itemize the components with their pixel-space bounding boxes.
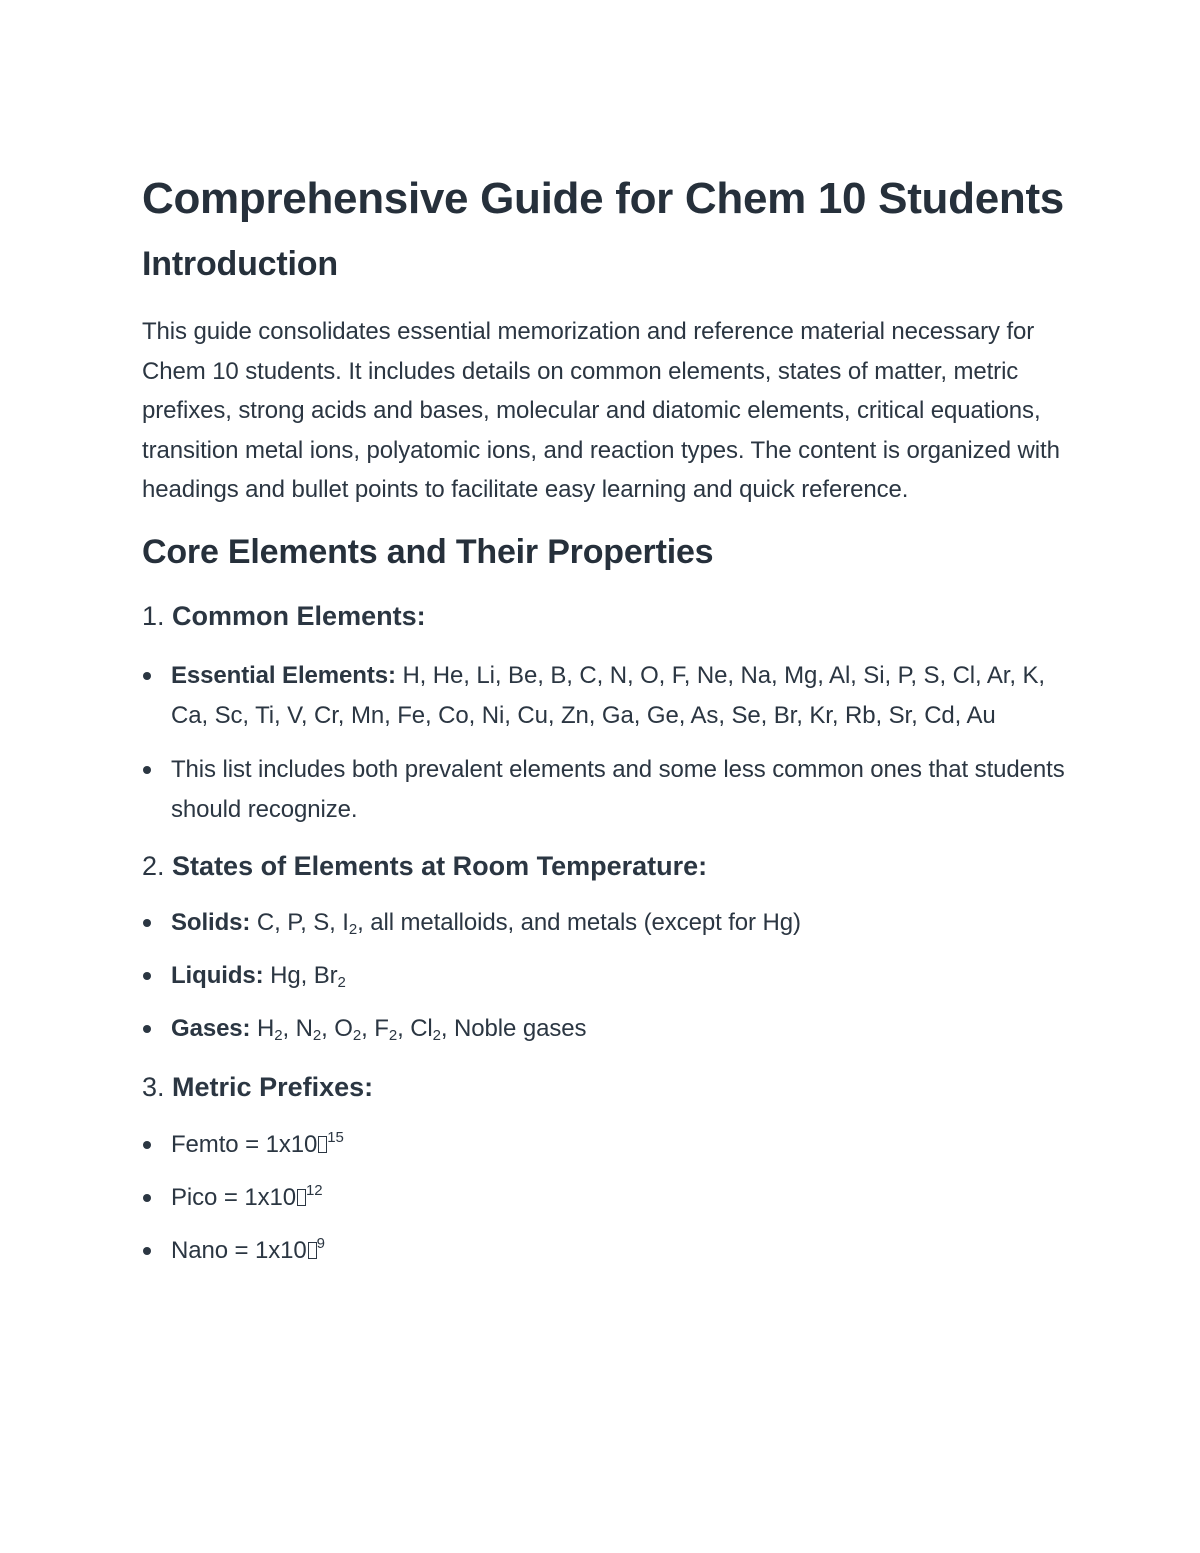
bullet-icon xyxy=(143,1194,151,1202)
missing-glyph-icon xyxy=(308,1242,317,1259)
bullet-icon xyxy=(143,1247,151,1255)
prefix-text: Femto = 1x10 xyxy=(171,1130,318,1158)
subheading-states xyxy=(142,848,1072,884)
liquids-label: Liquids: xyxy=(171,961,264,989)
liquids-value: Hg, $Br_2$ xyxy=(270,961,346,991)
list-item-solids xyxy=(142,903,1072,943)
prefix-exponent: 15 xyxy=(327,1128,344,1146)
common-elements-list xyxy=(142,656,1072,830)
missing-glyph-icon xyxy=(297,1189,306,1206)
subheading-number: 3. xyxy=(142,1071,165,1102)
subheading-title: Common Elements: xyxy=(172,600,426,631)
gases-value: $H_2$, $N_2$, $O_2$, $F_2$, $Cl_2$, Noble gases xyxy=(257,1014,587,1044)
bullet-icon xyxy=(143,1025,151,1033)
bullet-icon xyxy=(143,1141,151,1149)
introduction-paragraph: This guide consolidates essential memorization and reference material necessary for Chem 10 students. It includes details on common elements, states of matter, metric prefixes, strong acids and bases, molecular and diatomic elements, critical equations, transition metal ions, polyatomic ions, and reaction types. The content is organized with headings and bullet points to facilitate easy learning and quick reference. xyxy=(142,318,1060,503)
gases-label: Gases: xyxy=(171,1014,251,1042)
metric-prefixes-list xyxy=(142,1125,1072,1271)
subheading-title: States of Elements at Room Temperature: xyxy=(172,850,708,881)
essential-elements-value: H, He, Li, Be, B, C, N, O, F, Ne, Na, Mg, Al, Si, P, S, Cl, Ar, K, Ca, Sc, Ti, V, Cr, Mn, Fe, Co, Ni, Cu, Zn, Ga, Ge, As, Se, Br, Kr, Rb, Sr, Cd, Au xyxy=(171,661,1045,729)
missing-glyph-icon xyxy=(318,1136,327,1153)
prefix-text: Pico = 1x10 xyxy=(171,1183,296,1211)
essential-elements-label: Essential Elements: xyxy=(171,661,396,689)
list-item-essential-elements xyxy=(142,656,1072,736)
list-item-femto xyxy=(142,1125,1072,1165)
bullet-icon xyxy=(143,672,151,680)
subheading-title: Metric Prefixes: xyxy=(172,1071,374,1102)
list-item-note xyxy=(142,750,1072,830)
bullet-icon xyxy=(143,972,151,980)
subheading-number: 1. xyxy=(142,600,165,631)
subheading-number: 2. xyxy=(142,850,165,881)
document-title: Comprehensive Guide for Chem 10 Students xyxy=(142,174,1064,223)
states-list xyxy=(142,903,1072,1049)
document-page xyxy=(142,168,1072,1271)
section-heading-introduction: Introduction xyxy=(142,245,338,283)
bullet-icon xyxy=(143,919,151,927)
subheading-metric-prefixes xyxy=(142,1069,1072,1105)
solids-label: Solids: xyxy=(171,908,251,936)
subheading-common-elements xyxy=(142,598,1072,634)
solids-value: C, P, S, $I_2$, all metalloids, and metals (except for Hg) xyxy=(256,908,801,938)
bullet-icon xyxy=(143,766,151,774)
list-item-liquids xyxy=(142,956,1072,996)
common-elements-note: This list includes both prevalent elements and some less common ones that students should recognize. xyxy=(171,755,1065,823)
list-item-nano xyxy=(142,1231,1072,1271)
section-heading-core-elements: Core Elements and Their Properties xyxy=(142,532,714,571)
list-item-gases xyxy=(142,1009,1072,1049)
prefix-text: Nano = 1x10 xyxy=(171,1236,307,1264)
list-item-pico xyxy=(142,1178,1072,1218)
prefix-exponent: 12 xyxy=(305,1181,323,1199)
prefix-exponent: 9 xyxy=(316,1234,325,1252)
